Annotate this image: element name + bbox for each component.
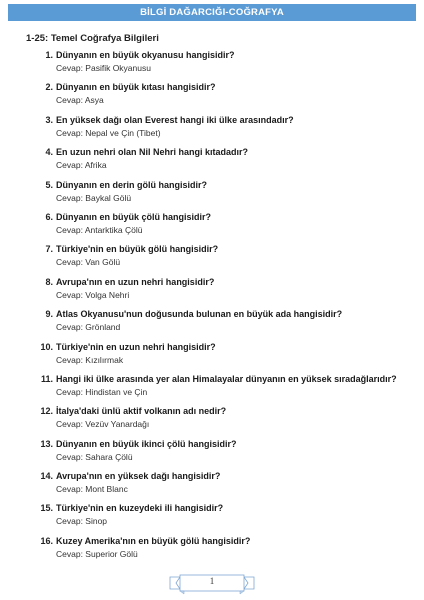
question-item bbox=[28, 503, 408, 535]
question-text: Türkiye'nin en büyük gölü hangisidir? bbox=[56, 244, 219, 255]
question-number: 14. bbox=[40, 471, 53, 482]
answer-text: Cevap: Mont Blanc bbox=[56, 484, 128, 495]
question-text: Dünyanın en derin gölü hangisidir? bbox=[56, 179, 208, 190]
page-number: 1 bbox=[209, 576, 215, 586]
question-text: Avrupa'nın en yüksek dağı hangisidir? bbox=[56, 471, 221, 482]
question-item bbox=[28, 536, 408, 568]
answer-text: Cevap: Baykal Gölü bbox=[56, 192, 132, 203]
question-item bbox=[28, 82, 408, 114]
question-list bbox=[28, 50, 408, 568]
question-number: 16. bbox=[40, 535, 53, 546]
question-text: Dünyanın en büyük çölü hangisidir? bbox=[56, 211, 212, 222]
question-item bbox=[28, 309, 408, 341]
question-number: 3. bbox=[45, 114, 53, 125]
answer-text: Cevap: Asya bbox=[56, 95, 104, 106]
question-number: 7. bbox=[45, 244, 53, 255]
answer-text: Cevap: Volga Nehri bbox=[56, 289, 130, 300]
question-item bbox=[28, 471, 408, 503]
question-text: Türkiye'nin en kuzeydeki ili hangisidir? bbox=[56, 503, 224, 514]
question-number: 6. bbox=[45, 211, 53, 222]
question-number: 13. bbox=[40, 438, 53, 449]
question-text: Dünyanın en büyük ikinci çölü hangisidir? bbox=[56, 438, 237, 449]
question-number: 4. bbox=[45, 147, 53, 158]
question-number: 8. bbox=[45, 276, 53, 287]
question-item bbox=[28, 439, 408, 471]
question-text: Dünyanın en büyük kıtası hangisidir? bbox=[56, 82, 216, 93]
answer-text: Cevap: Nepal ve Çin (Tibet) bbox=[56, 127, 161, 138]
question-text: Dünyanın en büyük okyanusu hangisidir? bbox=[56, 50, 235, 60]
question-number: 15. bbox=[40, 503, 53, 514]
question-text: Avrupa'nın en uzun nehri hangisidir? bbox=[56, 276, 215, 287]
header-bar bbox=[8, 4, 416, 21]
question-item bbox=[28, 212, 408, 244]
answer-text: Cevap: Grönland bbox=[56, 322, 121, 333]
answer-text: Cevap: Sinop bbox=[56, 516, 108, 527]
question-text: Atlas Okyanusu'nun doğusunda bulunan en büyük ada hangisidir? bbox=[56, 309, 343, 320]
question-item bbox=[28, 406, 408, 438]
answer-text: Cevap: Sahara Çölü bbox=[56, 451, 133, 462]
answer-text: Cevap: Van Gölü bbox=[56, 257, 121, 268]
question-item bbox=[28, 115, 408, 147]
question-item bbox=[28, 244, 408, 276]
question-text: En uzun nehri olan Nil Nehri hangi kıtadadır? bbox=[56, 147, 249, 158]
answer-text: Cevap: Vezüv Yanardağı bbox=[56, 419, 150, 430]
question-text: En yüksek dağı olan Everest hangi iki ülke arasındadır? bbox=[56, 114, 294, 125]
answer-text: Cevap: Kızılırmak bbox=[56, 354, 124, 365]
question-item bbox=[28, 374, 408, 406]
question-text: İtalya'daki ünlü aktif volkanın adı nedir? bbox=[56, 406, 227, 417]
question-number: 1. bbox=[45, 50, 53, 60]
question-item bbox=[28, 147, 408, 179]
question-item bbox=[28, 180, 408, 212]
question-item bbox=[28, 342, 408, 374]
question-number: 10. bbox=[40, 341, 53, 352]
answer-text: Cevap: Hindistan ve Çin bbox=[56, 386, 148, 397]
question-text: Türkiye'nin en uzun nehri hangisidir? bbox=[56, 341, 216, 352]
answer-text: Cevap: Superior Gölü bbox=[56, 548, 138, 559]
question-text: Kuzey Amerika'nın en büyük gölü hangisidir? bbox=[56, 535, 251, 546]
question-item bbox=[28, 277, 408, 309]
question-item bbox=[28, 50, 408, 82]
answer-text: Cevap: Afrika bbox=[56, 160, 107, 171]
section-title: 1-25: Temel Coğrafya Bilgileri bbox=[26, 33, 159, 44]
answer-text: Cevap: Pasifik Okyanusu bbox=[56, 63, 151, 73]
header-title: BİLGİ DAĞARCIĞI-COĞRAFYA bbox=[140, 7, 284, 18]
question-number: 9. bbox=[45, 309, 53, 320]
question-text: Hangi iki ülke arasında yer alan Himalayalar dünyanın en yüksek sıradağlarıdır? bbox=[56, 373, 397, 384]
question-number: 5. bbox=[45, 179, 53, 190]
question-number: 11. bbox=[40, 373, 53, 384]
answer-text: Cevap: Antarktika Çölü bbox=[56, 224, 143, 235]
question-number: 2. bbox=[45, 82, 53, 93]
question-number: 12. bbox=[40, 406, 53, 417]
